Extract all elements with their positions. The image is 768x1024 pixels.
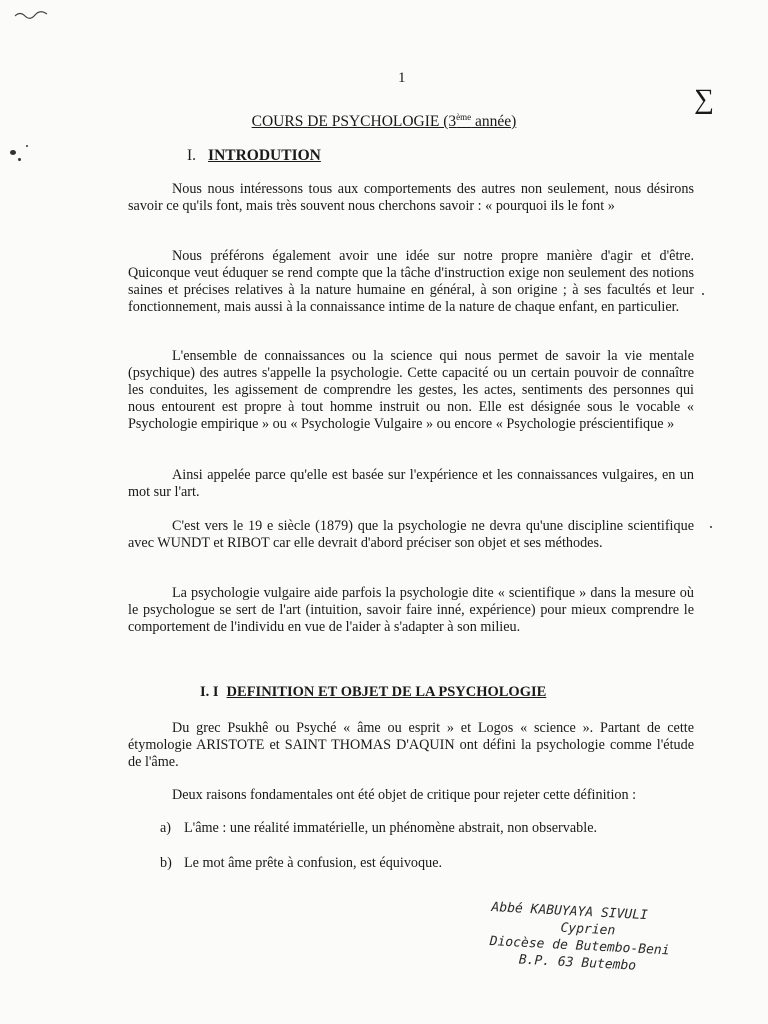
title-tail: année) bbox=[471, 113, 517, 131]
paragraph bbox=[128, 787, 694, 804]
scan-speck bbox=[26, 145, 28, 147]
list-item bbox=[160, 820, 597, 837]
margin-sigma-mark: ∑ bbox=[694, 84, 714, 115]
scan-speck bbox=[702, 293, 704, 295]
stamp-line: Abbé KABUYAYA SIVULI bbox=[491, 900, 649, 924]
document-title bbox=[0, 112, 768, 131]
section-title: DEFINITION ET OBJET DE LA PSYCHOLOGIE bbox=[226, 684, 547, 700]
paragraph-text: L'ensemble de connaissances ou la science qui nous permet de savoir la vie mentale (psychique) des autres s'appelle la psychologie. Cette capacité ou un certain pouvoir de connaître les conduites, les agissement de comprendre les gestes, les actes, sentiments des personnes qui nous entourent est propre à tout homme instruit ou non. Elle est désignée sous le vocable « Psychologie empirique » ou « Psychologie Vulgaire » ou encore « Psychologie préscientifique » bbox=[128, 348, 694, 432]
stamp-line: Cyprien bbox=[560, 920, 616, 939]
section-number: I. bbox=[187, 147, 197, 164]
section-title: INTRODUTION bbox=[208, 147, 321, 164]
title-superscript: ème bbox=[456, 112, 472, 122]
margin-scribble bbox=[14, 10, 48, 20]
paragraph-text: Nous nous intéressons tous aux comportements des autres non seulement, nous désirons savoir ce qu'ils font, mais très souvent nous cherchons savoir : « pourquoi ils le font » bbox=[128, 181, 694, 214]
title-main: COURS DE PSYCHOLOGIE (3 bbox=[251, 113, 457, 131]
paragraph-text: C'est vers le 19 e siècle (1879) que la psychologie ne devra qu'une discipline scientifique avec WUNDT et RIBOT car elle devrait d'abord préciser son objet et ses méthodes. bbox=[128, 518, 694, 551]
page-number: 1 bbox=[398, 70, 406, 86]
list-item bbox=[160, 855, 442, 872]
list-item-label: b) bbox=[160, 855, 172, 871]
list-item-label: a) bbox=[160, 820, 172, 836]
stamp-line: Diocèse de Butembo-Beni bbox=[489, 933, 670, 959]
paragraph bbox=[128, 181, 694, 215]
paragraph bbox=[128, 467, 694, 501]
section-heading-introduction bbox=[187, 147, 321, 165]
stamp-line: B.P. 63 Butembo bbox=[518, 952, 637, 974]
paragraph bbox=[128, 348, 694, 433]
list-item-text: L'âme : une réalité immatérielle, un phénomène abstrait, non observable. bbox=[184, 820, 598, 836]
section-number: I. I bbox=[200, 684, 219, 700]
paragraph-text: Deux raisons fondamentales ont été objet de critique pour rejeter cette définition : bbox=[172, 787, 637, 803]
paragraph-text: Ainsi appelée parce qu'elle est basée sur l'expérience et les connaissances vulgaires, en un mot sur l'art. bbox=[128, 467, 694, 500]
scan-speck bbox=[710, 526, 712, 528]
paragraph-text: Nous préférons également avoir une idée sur notre propre manière d'agir et d'être. Quiconque veut éduquer se rend compte que la tâche d'instruction exige non seulement des notions saines et précises relatives à la nature humaine en général, à son origine ; à ses facultés et leur fonctionnement, mais aussi à la connaissance intime de la nature de chaque enfant, en particulier. bbox=[128, 248, 694, 315]
author-stamp bbox=[488, 899, 721, 979]
paragraph-text: La psychologie vulgaire aide parfois la psychologie dite « scientifique » dans la mesure où le psychologue se sert de l'art (intuition, savoir faire inné, expérience) pour mieux comprendre le comportement de l'individu en vue de l'aider à s'adapter à son milieu. bbox=[128, 585, 694, 635]
scan-speck bbox=[10, 150, 16, 155]
paragraph bbox=[128, 720, 694, 771]
list-item-text: Le mot âme prête à confusion, est équivoque. bbox=[184, 855, 443, 871]
paragraph-text: Du grec Psukhê ou Psyché « âme ou esprit » et Logos « science ». Partant de cette étymologie ARISTOTE et SAINT THOMAS D'AQUIN ont défini la psychologie comme l'étude de l'âme. bbox=[128, 720, 694, 770]
paragraph bbox=[128, 248, 694, 316]
scan-speck bbox=[18, 158, 21, 161]
section-heading-definition bbox=[200, 684, 546, 701]
paragraph bbox=[128, 518, 694, 552]
paragraph bbox=[128, 585, 694, 636]
